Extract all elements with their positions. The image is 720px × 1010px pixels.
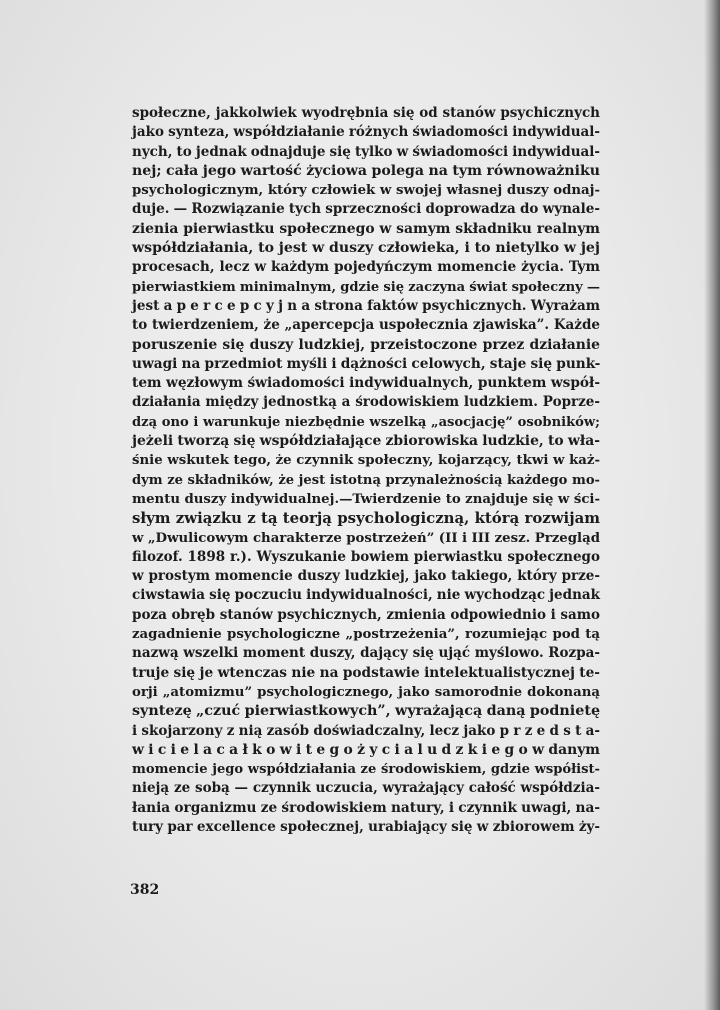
text-line: słym związku z tą teorją psychologiczną, którą rozwijam	[132, 509, 600, 528]
text-line: duje. — Rozwiązanie tych sprzeczności doprowadza do wynale-	[132, 201, 600, 218]
text-line: tury par excellence społecznej, urabiający się w zbiorowem ży-	[132, 818, 600, 835]
text-line: momencie jego współdziałania ze środowiskiem, gdzie współist-	[132, 762, 600, 778]
text-line: nieją ze sobą — czynnik uczucia, wyrażający całość współdzia-	[132, 780, 600, 797]
text-line: jest a p e r c e p c y j n a strona faktów psychicznych. Wyrażam	[132, 297, 600, 314]
text-line: w „Dwulicowym charakterze postrzeżeń” (II i III zesz. Przegląd	[132, 530, 600, 546]
text-line: zagadnienie psychologiczne „postrzeżenia”, rozumiejąc pod tą	[132, 627, 600, 643]
text-line: jako synteza, współdziałanie różnych świadomości indywidual-	[132, 124, 600, 141]
text-line: poza obręb stanów psychicznych, zmienia odpowiednio i samo	[132, 606, 600, 623]
text-line: dzą ono i warunkuje niezbędnie wszelką „asocjację” osobników;	[132, 414, 600, 430]
text-line: w i c i e l a c a ł k o w i t e g o ż y c i a l u d z k i e g o w danym	[132, 741, 600, 758]
text-line: i skojarzony z nią zasób doświadczalny, lecz jako p r z e d s t a-	[132, 722, 600, 739]
text-line: śnie wskutek tego, że czynnik społeczny, kojarzący, tkwi w każ-	[132, 453, 600, 469]
text-line: ciwstawia się poczuciu indywidualności, nie wychodząc jednak	[132, 587, 600, 604]
text-line: nazwą wszelki moment duszy, dający się ująć myślowo. Rozpa-	[132, 645, 600, 662]
text-line: działania między jednostką a środowiskiem ludzkiem. Poprze-	[132, 394, 600, 411]
text-line: procesach, lecz w każdym pojedyńczym momencie życia. Tym	[132, 259, 600, 276]
text-line: nych, to jednak odnajduje się tylko w świadomości indywidual-	[132, 143, 600, 160]
text-line: psychologicznym, który człowiek w swojej własnej duszy odnaj-	[132, 183, 600, 199]
text-line: pierwiastkiem minimalnym, gdzie się zaczyna świat społeczny —	[132, 279, 600, 295]
text-line: poruszenie się duszy ludzkiej, przeistoczone przez działanie	[132, 336, 600, 353]
text-line: w prostym momencie duszy ludzkiej, jako takiego, który prze-	[132, 568, 600, 585]
text-line: nej; cała jego wartość życiowa polega na tym równoważniku	[132, 162, 600, 179]
text-line: zienia pierwiastku społecznego w samym składniku realnym	[132, 220, 600, 237]
text-line: tem węzłowym świadomości indywidualnych, punktem współ-	[132, 375, 600, 392]
text-line: orji „atomizmu” psychologicznego, jako samorodnie dokonaną	[132, 684, 600, 700]
text-line: filozof. 1898 r.). Wyszukanie bowiem pierwiastku społecznego	[132, 548, 600, 565]
body-text	[132, 104, 600, 837]
text-line: syntezę „czuć pierwiastkowych”, wyrażającą daną podnietę	[132, 703, 601, 720]
text-line: truje się je wtenczas nie na podstawie intelektualistycznej te-	[132, 664, 600, 681]
text-line: jeżeli tworzą się współdziałające zbiorowiska ludzkie, to wła-	[132, 433, 600, 450]
text-line: społeczne, jakkolwiek wyodrębnia się od stanów psychicznych	[132, 105, 600, 121]
text-line: współdziałania, to jest w duszy człowieka, i to nietylko w jej	[132, 240, 600, 257]
text-line: to twierdzeniem, że „apercepcja uspołecznia zjawiska”. Każde	[132, 317, 600, 334]
text-line: uwagi na przedmiot myśli i dążności celowych, staje się punk-	[132, 355, 601, 372]
text-line: łania organizmu ze środowiskiem natury, i czynnik uwagi, na-	[132, 799, 600, 816]
page-number: 382	[130, 882, 160, 898]
text-line: mentu duszy indywidualnej.—Twierdzenie to znajduje się w ści-	[132, 491, 600, 507]
text-line: dym ze składników, że jest istotną przynależnością każdego mo-	[132, 472, 600, 488]
